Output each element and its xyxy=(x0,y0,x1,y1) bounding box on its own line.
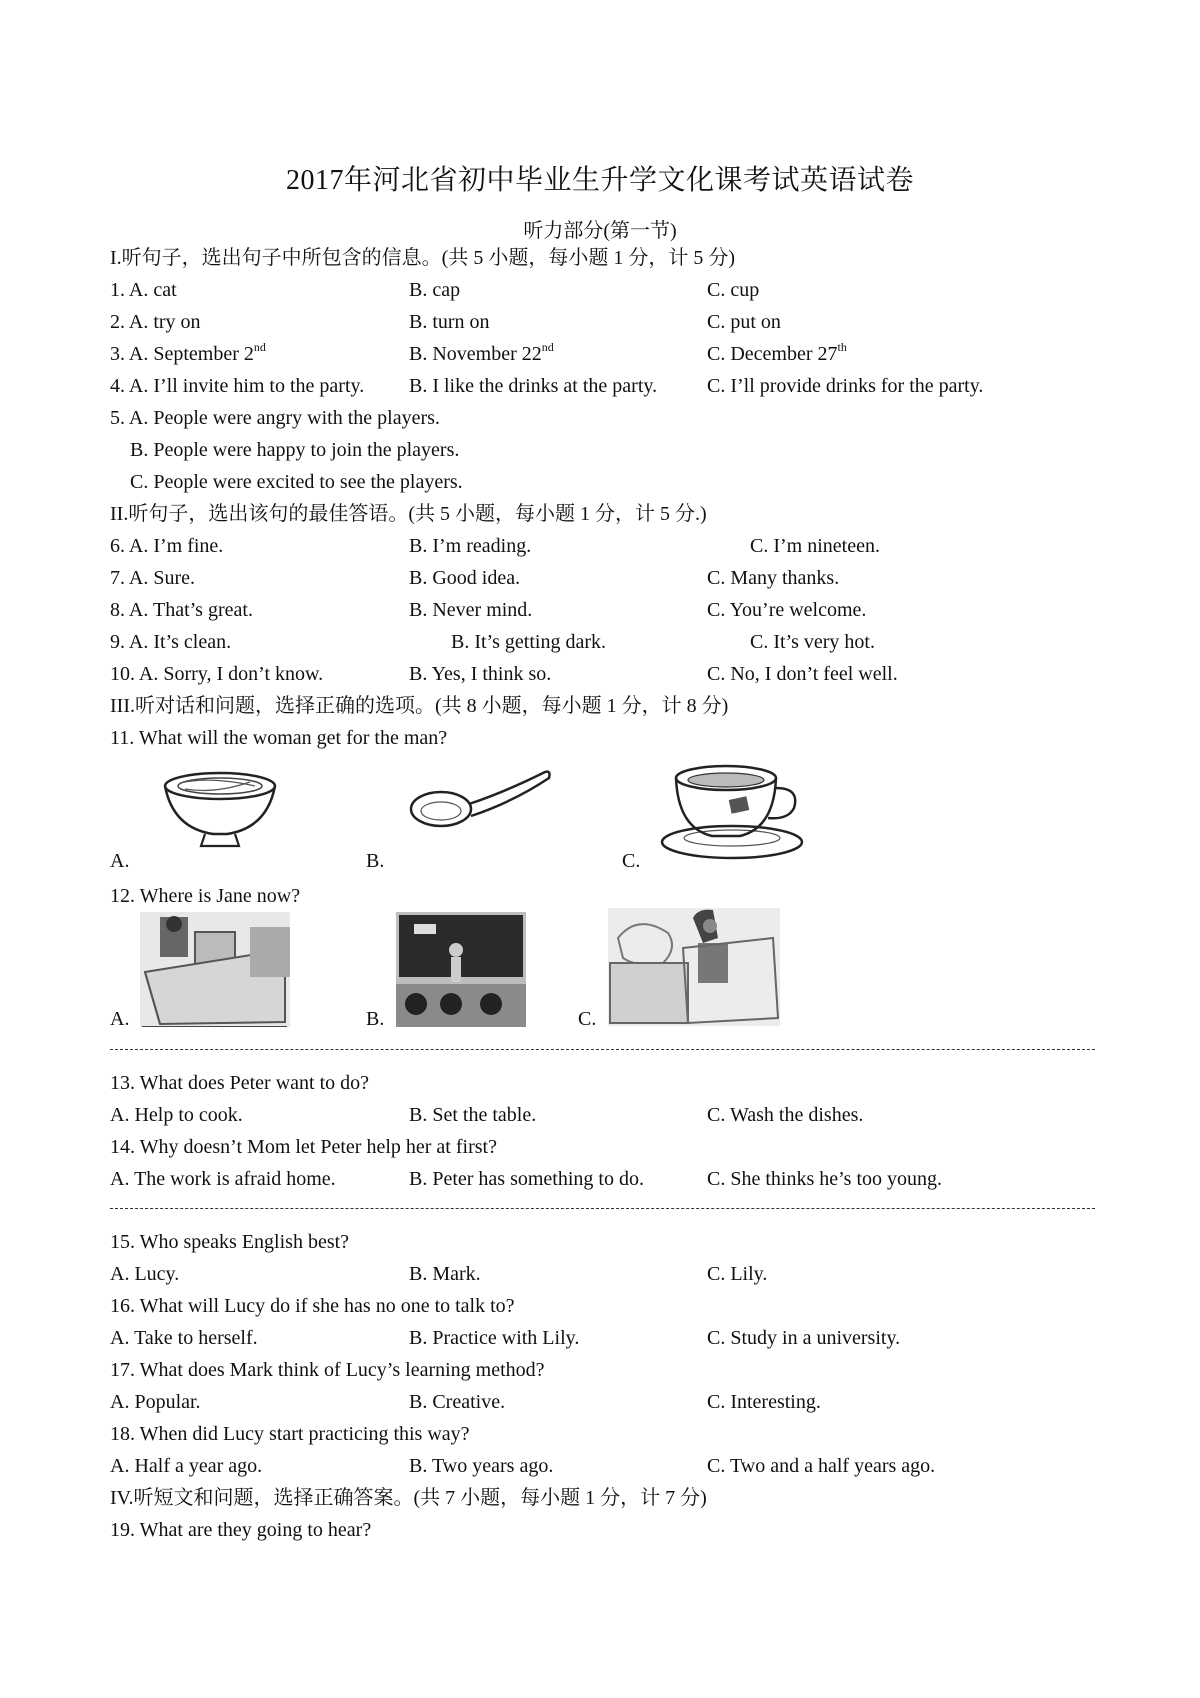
q13-option-c: C. Wash the dishes. xyxy=(707,1104,864,1126)
q15-option-c: C. Lily. xyxy=(707,1263,768,1285)
q7-option-c: C. Many thanks. xyxy=(707,567,840,589)
q18-option-c: C. Two and a half years ago. xyxy=(707,1455,936,1477)
q12-stem: 12. Where is Jane now? xyxy=(110,885,301,907)
q13-stem: 13. What does Peter want to do? xyxy=(110,1072,370,1094)
q3-b-sup: nd xyxy=(541,340,554,354)
classroom-photo xyxy=(396,912,526,1027)
q3-option-b xyxy=(409,341,554,367)
q10-option-b: B. Yes, I think so. xyxy=(409,663,552,685)
q5-option-c: C. People were excited to see the players. xyxy=(130,471,463,493)
q4-option-b: B. I like the drinks at the party. xyxy=(409,375,658,397)
q15-stem: 15. Who speaks English best? xyxy=(110,1231,350,1253)
q9-option-a: 9. A. It’s clean. xyxy=(110,631,232,653)
section-subtitle: 听力部分(第一节) xyxy=(523,220,677,242)
q16-option-a: A. Take to herself. xyxy=(110,1327,258,1349)
q14-option-a: A. The work is afraid home. xyxy=(110,1168,336,1190)
q1-option-b: B. cap xyxy=(409,279,461,301)
q1-option-c: C. cup xyxy=(707,279,760,301)
q4-option-c: C. I’ll provide drinks for the party. xyxy=(707,375,984,397)
living-room-photo xyxy=(608,908,780,1026)
q8-option-c: C. You’re welcome. xyxy=(707,599,867,621)
q18-option-a: A. Half a year ago. xyxy=(110,1455,263,1477)
q13-option-b: B. Set the table. xyxy=(409,1104,537,1126)
q11-label-c: C. xyxy=(622,850,641,872)
q19-stem: 19. What are they going to hear? xyxy=(110,1519,372,1541)
q9-option-c: C. It’s very hot. xyxy=(750,631,875,653)
q8-option-a: 8. A. That’s great. xyxy=(110,599,253,621)
q17-option-a: A. Popular. xyxy=(110,1391,201,1413)
q6-option-b: B. I’m reading. xyxy=(409,535,532,557)
q2-option-b: B. turn on xyxy=(409,311,490,333)
q15-option-a: A. Lucy. xyxy=(110,1263,180,1285)
q17-stem: 17. What does Mark think of Lucy’s learning method? xyxy=(110,1359,545,1381)
section-4-instructions: IV.听短文和问题，选择正确答案。(共 7 小题，每小题 1 分，计 7 分) xyxy=(110,1487,707,1509)
q5-option-a: 5. A. People were angry with the players. xyxy=(110,407,440,429)
q6-option-a: 6. A. I’m fine. xyxy=(110,535,224,557)
section-1-instructions: I.听句子，选出句子中所包含的信息。(共 5 小题，每小题 1 分，计 5 分) xyxy=(110,247,735,269)
teacup-icon xyxy=(660,758,810,862)
q16-option-c: C. Study in a university. xyxy=(707,1327,901,1349)
q8-option-b: B. Never mind. xyxy=(409,599,533,621)
q12-label-c: C. xyxy=(578,1008,597,1030)
spoon-icon xyxy=(405,764,555,834)
q12-label-a: A. xyxy=(110,1008,130,1030)
q14-option-c: C. She thinks he’s too young. xyxy=(707,1168,943,1190)
q3-a-sup: nd xyxy=(253,340,266,354)
q14-stem: 14. Why doesn’t Mom let Peter help her at first? xyxy=(110,1136,497,1158)
q17-option-b: B. Creative. xyxy=(409,1391,506,1413)
q6-option-c: C. I’m nineteen. xyxy=(750,535,880,557)
q12-underline xyxy=(142,1026,287,1027)
q10-option-c: C. No, I don’t feel well. xyxy=(707,663,898,685)
q10-option-a: 10. A. Sorry, I don’t know. xyxy=(110,663,324,685)
bowl-icon xyxy=(155,768,285,850)
q3-a-text: 3. A. September 2 xyxy=(110,343,254,365)
q11-label-b: B. xyxy=(366,850,385,872)
q3-b-text: B. November 22 xyxy=(409,343,542,365)
q18-option-b: B. Two years ago. xyxy=(409,1455,554,1477)
q3-option-c xyxy=(707,341,847,367)
q17-option-c: C. Interesting. xyxy=(707,1391,821,1413)
q9-option-b: B. It’s getting dark. xyxy=(451,631,606,653)
q2-option-a: 2. A. try on xyxy=(110,311,201,333)
q14-option-b: B. Peter has something to do. xyxy=(409,1168,644,1190)
q18-stem: 18. When did Lucy start practicing this way? xyxy=(110,1423,470,1445)
q7-option-b: B. Good idea. xyxy=(409,567,521,589)
separator-line xyxy=(110,1208,1095,1209)
q4-option-a: 4. A. I’ll invite him to the party. xyxy=(110,375,365,397)
exam-title: 2017年河北省初中毕业生升学文化课考试英语试卷 xyxy=(285,165,914,196)
q11-label-a: A. xyxy=(110,850,130,872)
q16-stem: 16. What will Lucy do if she has no one to talk to? xyxy=(110,1295,515,1317)
q7-option-a: 7. A. Sure. xyxy=(110,567,195,589)
q5-option-b: B. People were happy to join the players. xyxy=(130,439,460,461)
q3-option-a xyxy=(110,341,266,367)
q3-c-sup: th xyxy=(837,340,847,354)
q16-option-b: B. Practice with Lily. xyxy=(409,1327,580,1349)
q13-option-a: A. Help to cook. xyxy=(110,1104,243,1126)
q1-option-a: 1. A. cat xyxy=(110,279,177,301)
q11-stem: 11. What will the woman get for the man? xyxy=(110,727,448,749)
q2-option-c: C. put on xyxy=(707,311,781,333)
q15-option-b: B. Mark. xyxy=(409,1263,481,1285)
office-desk-photo xyxy=(140,912,290,1027)
section-2-instructions: II.听句子，选出该句的最佳答语。(共 5 小题，每小题 1 分，计 5 分.) xyxy=(110,503,707,525)
separator-line xyxy=(110,1049,1095,1050)
q12-label-b: B. xyxy=(366,1008,385,1030)
q3-c-text: C. December 27 xyxy=(707,343,838,365)
section-3-instructions: III.听对话和问题，选择正确的选项。(共 8 小题，每小题 1 分，计 8 分) xyxy=(110,695,729,717)
